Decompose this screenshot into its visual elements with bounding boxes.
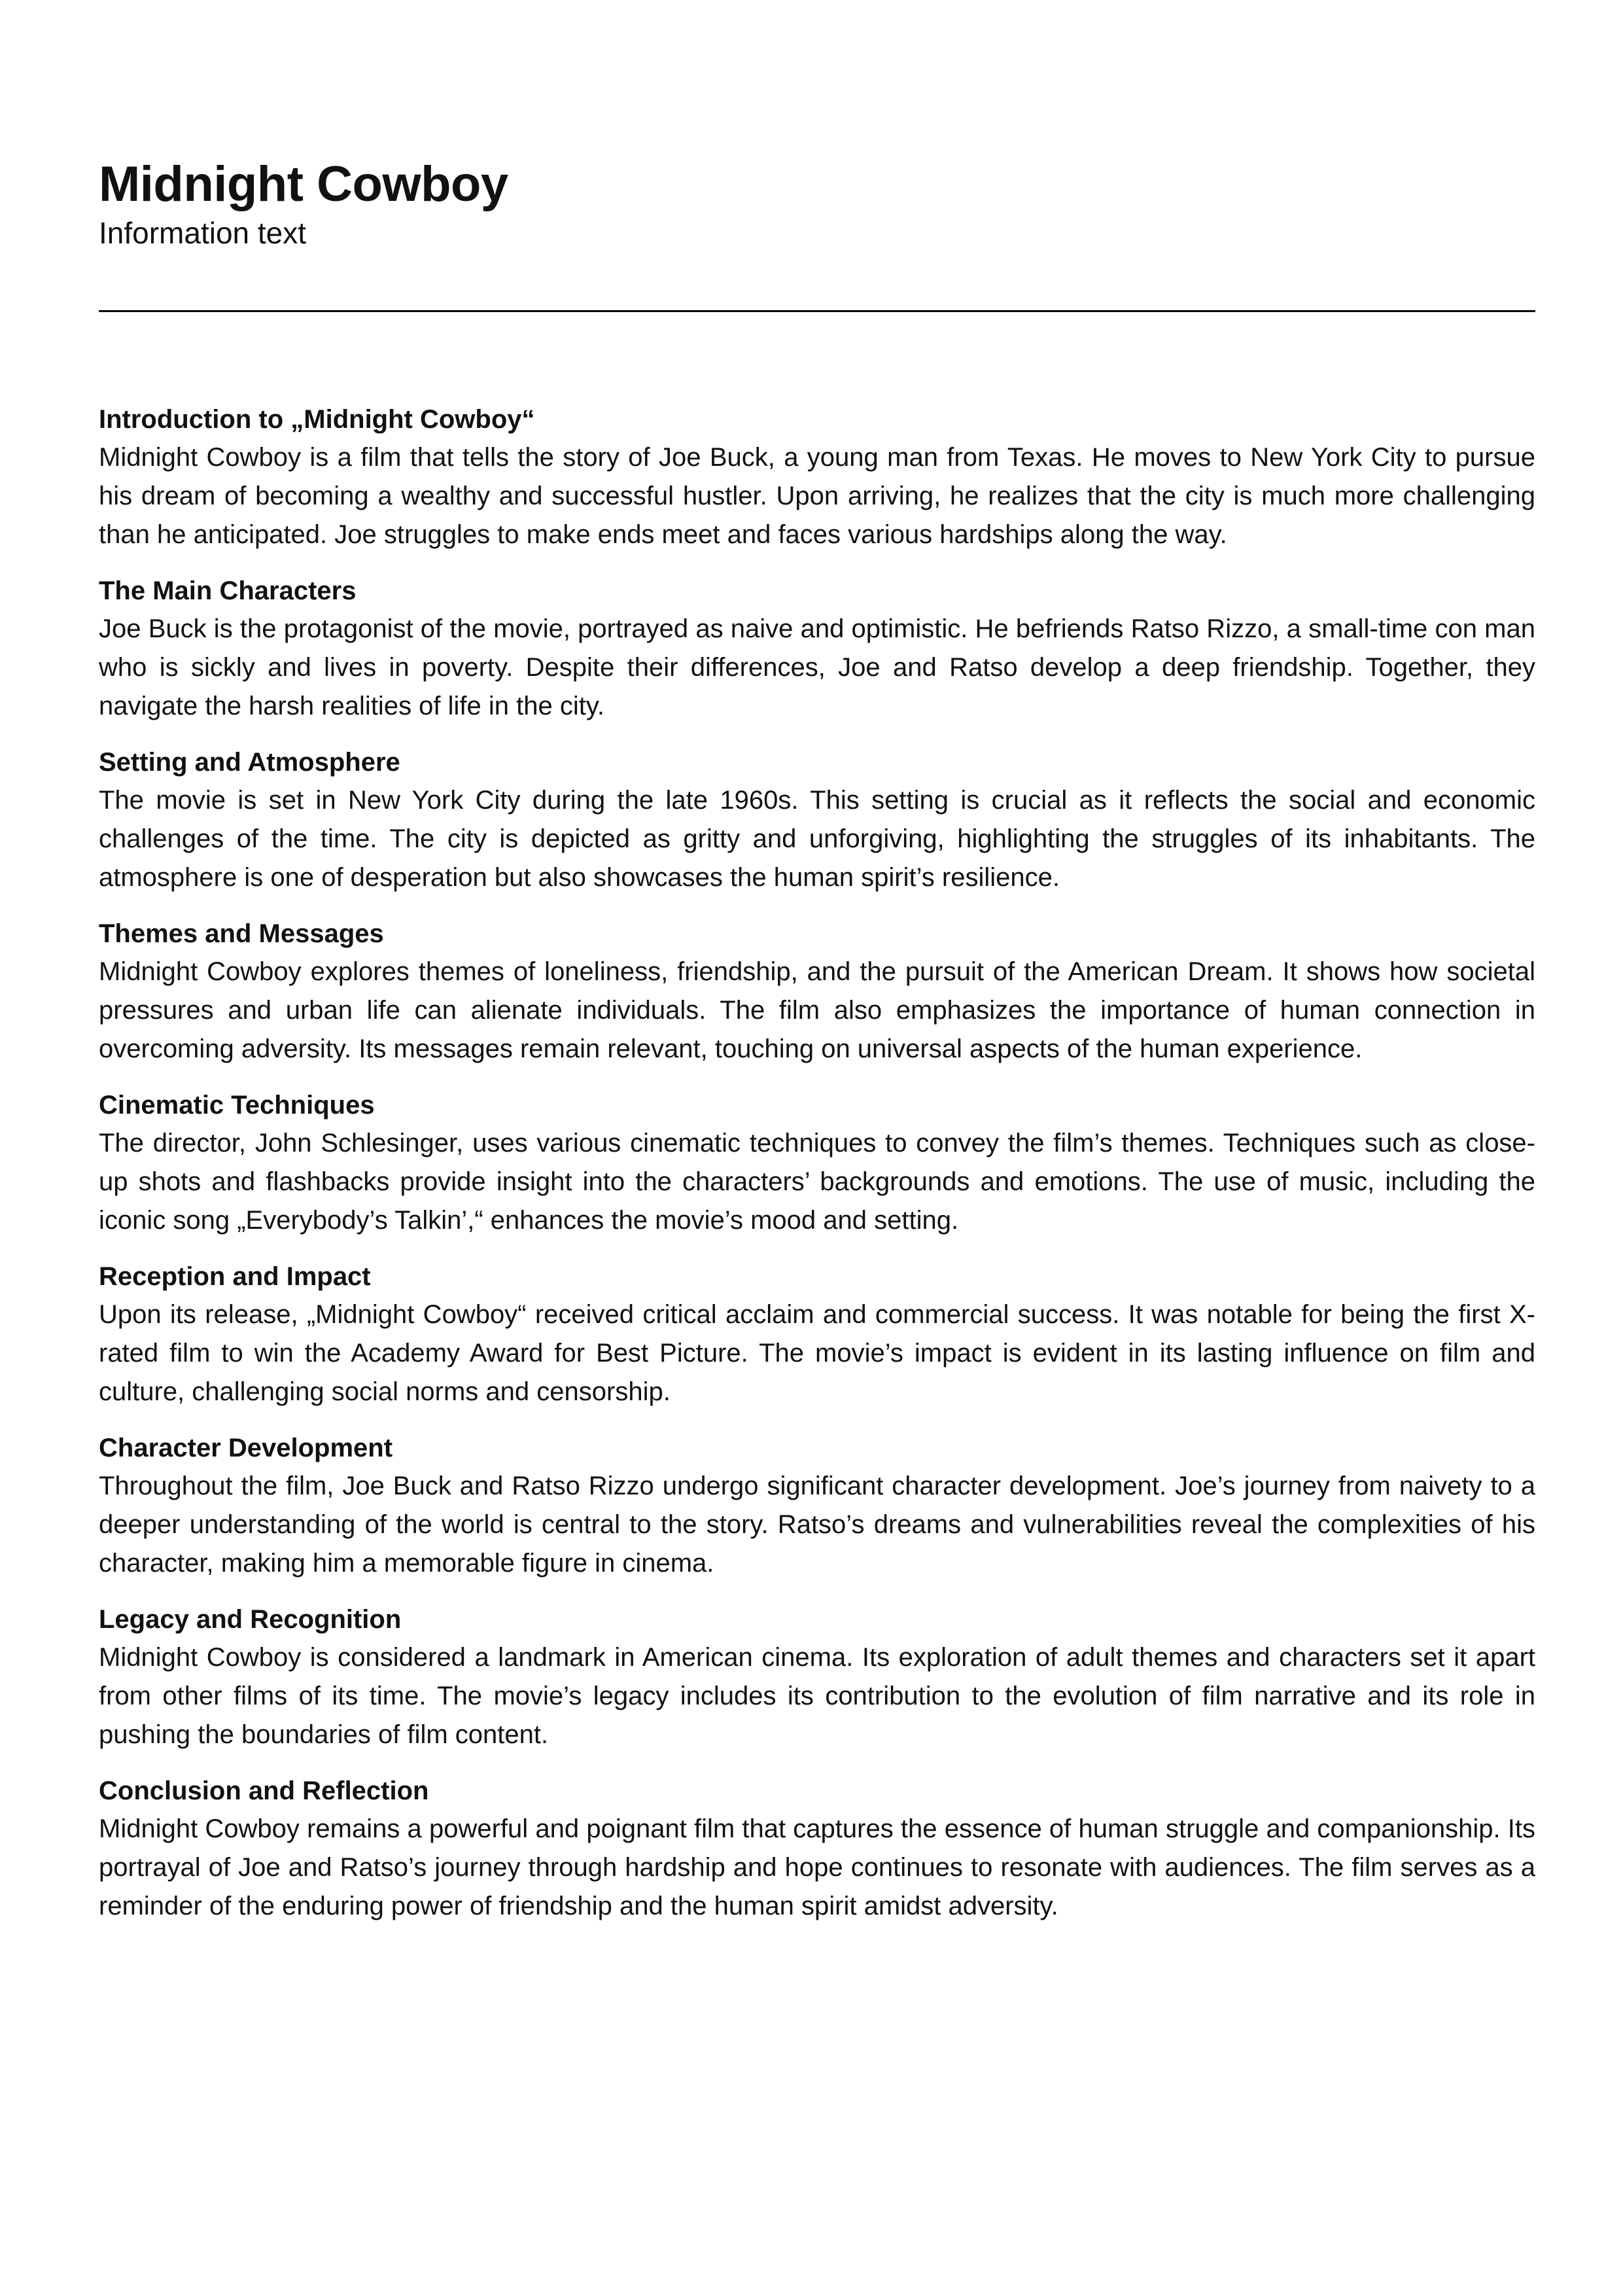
section-character-development — [99, 1429, 1535, 1583]
section-paragraph: Joe Buck is the protagonist of the movie, portrayed as naive and optimistic. He befriends Ratso Rizzo, a small-time con man who is sickly and lives in poverty. Despite their differences, Joe and Ratso develop a deep friendship. Together, they navigate the harsh realities of life in the city. — [99, 614, 1535, 720]
section-main-characters — [99, 572, 1535, 726]
section-paragraph: The director, John Schlesinger, uses various cinematic techniques to convey the film’s themes. Techniques such as close-up shots and flashbacks provide insight into the characters’ backgrounds and emotions. The use of music, including the iconic song „Everybody’s Talkin’,“ enhances the movie’s mood and setting. — [99, 1129, 1535, 1235]
section-paragraph: Midnight Cowboy is a film that tells the story of Joe Buck, a young man from Texas. He moves to New York City to pursue his dream of becoming a wealthy and successful hustler. Upon arriving, he realizes that the city is much more challenging than he anticipated. Joe struggles to make ends meet and faces various hardships along the way. — [99, 443, 1535, 549]
section-heading: Legacy and Recognition — [99, 1605, 402, 1634]
section-themes-messages — [99, 915, 1535, 1069]
section-heading: Setting and Atmosphere — [99, 748, 400, 777]
section-paragraph: Midnight Cowboy remains a powerful and poignant film that captures the essence of human struggle and companionship. Its portrayal of Joe and Ratso’s journey through hardship and hope continues to resonate with audiences. The film serves as a reminder of the enduring power of friendship and the human spirit amidst adversity. — [99, 1814, 1535, 1920]
document-title: Midnight Cowboy — [99, 156, 508, 212]
section-heading: Reception and Impact — [99, 1262, 371, 1291]
document-page — [99, 156, 1535, 1920]
section-conclusion-reflection — [99, 1772, 1535, 1926]
document-body — [99, 400, 1535, 1943]
section-cinematic-techniques — [99, 1086, 1535, 1240]
section-heading: Themes and Messages — [99, 919, 384, 948]
title-divider — [99, 310, 1535, 312]
section-heading: Cinematic Techniques — [99, 1091, 375, 1120]
section-introduction — [99, 400, 1535, 554]
section-setting-atmosphere — [99, 743, 1535, 897]
section-paragraph: Upon its release, „Midnight Cowboy“ received critical acclaim and commercial success. It was notable for being the first X-rated film to win the Academy Award for Best Picture. The movie’s impact is evident in its lasting influence on film and culture, challenging social norms and censorship. — [99, 1300, 1535, 1406]
section-paragraph: The movie is set in New York City during the late 1960s. This setting is crucial as it reflects the social and economic challenges of the time. The city is depicted as gritty and unforgiving, highlighting the struggles of its inhabitants. The atmosphere is one of desperation but also showcases the human spirit’s resilience. — [99, 786, 1535, 892]
section-heading: Introduction to „Midnight Cowboy“ — [99, 405, 535, 434]
section-heading: Conclusion and Reflection — [99, 1776, 429, 1805]
section-heading: Character Development — [99, 1434, 393, 1462]
section-heading: The Main Characters — [99, 576, 357, 605]
document-subtitle: Information text — [99, 216, 307, 251]
section-paragraph: Throughout the film, Joe Buck and Ratso Rizzo undergo significant character development. Joe’s journey from naivety to a deeper understanding of the world is central to the story. Ratso’s dreams and vulnerabilities reveal the complexities of his character, making him a memorable figure in cinema. — [99, 1472, 1535, 1578]
section-reception-impact — [99, 1258, 1535, 1411]
section-paragraph: Midnight Cowboy explores themes of loneliness, friendship, and the pursuit of the American Dream. It shows how societal pressures and urban life can alienate individuals. The film also emphasizes the importance of human connection in overcoming adversity. Its messages remain relevant, touching on universal aspects of the human experience. — [99, 957, 1535, 1063]
section-legacy-recognition — [99, 1600, 1535, 1754]
section-paragraph: Midnight Cowboy is considered a landmark in American cinema. Its exploration of adult themes and characters set it apart from other films of its time. The movie’s legacy includes its contribution to the evolution of film narrative and its role in pushing the boundaries of film content. — [99, 1643, 1535, 1749]
